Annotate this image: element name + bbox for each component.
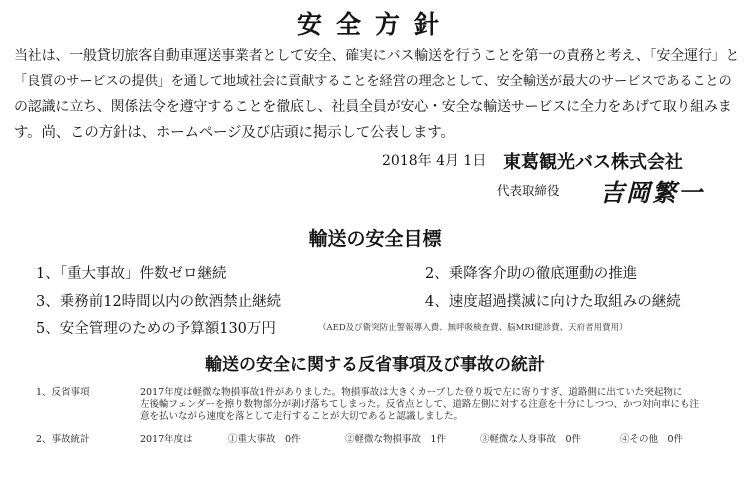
policy-text-line-4: す。尚、この方針は、ホームページ及び店頭に掲示して公表します。 [14,125,455,141]
accident-count-minor-property: ②軽微な物損事故 1件 [345,434,447,445]
policy-text-line-1: 当社は、一般貸切旅客自動車運送事業者として安全、確実にバス輸送を行うことを第一の責務と考え、「安全運行」と [14,48,740,64]
goals-heading: 輸送の安全目標 [308,228,442,250]
reflection-text-line-3: 意を払いながら速度を落として走行することが大切であると認識しました。 [140,411,464,422]
accident-count-serious: ①重大事故 0件 [228,434,301,445]
goal-item-1: 1、「重大事故」件数ゼロ継続 [36,266,227,282]
representative-title: 代表取締役 [497,183,560,198]
reflection-label: 1、反省事項 [36,387,90,398]
policy-text-line-2: 「良質のサービスの提供」を通して地域社会に貢献することを経営の理念として、安全輸送が最大のサービスであることの [14,74,732,89]
goal-item-3: 3、乗務前12時間以内の飲酒禁止継続 [36,294,282,310]
accident-stats-label: 2、事故統計 [36,434,90,445]
policy-date: 2018年 4月 1日 [382,153,487,169]
reflection-text-line-2: 左後輪フェンダーを擦り数物部分が剥げ落ちてしまった。反省点として、道路左側に対する注意を十分にしつつ、かつ対向車にも注 [140,399,699,410]
goal-item-5-note: （AED及び衛突防止警報導入費、無呼吸検査費、脳MRI健診費、天府者用費用） [318,323,628,333]
policy-text-line-3: の認識に立ち、関係法令を遵守することを徹底し、社員全員が安心・安全な輸送サービスに全力をあげて取り組みま [14,99,732,115]
goal-item-5: 5、安全管理のための予算額130万円 [36,321,276,337]
stats-heading: 輸送の安全に関する反省事項及び事故の統計 [205,355,545,375]
goal-item-4: 4、速度超過撲滅に向けた取組みの継続 [425,294,681,310]
reflection-text-line-1: 2017年度は軽微な物損事故1件がありました。物損事故は大きくカーブした登り坂で左に寄りすぎ、道路側に出ていた突起物に [140,387,683,398]
goal-item-2: 2、乗降客介助の徹底運動の推進 [425,266,638,282]
page-title: 安全方針 [296,10,453,39]
accident-stats-year: 2017年度は [140,434,193,445]
accident-count-minor-injury: ③軽微な人身事故 0件 [480,434,582,445]
accident-count-other: ④その他 0件 [620,434,684,445]
company-name: 東葛観光バス株式会社 [503,152,683,173]
representative-signature: 吉岡繁一 [600,178,704,207]
